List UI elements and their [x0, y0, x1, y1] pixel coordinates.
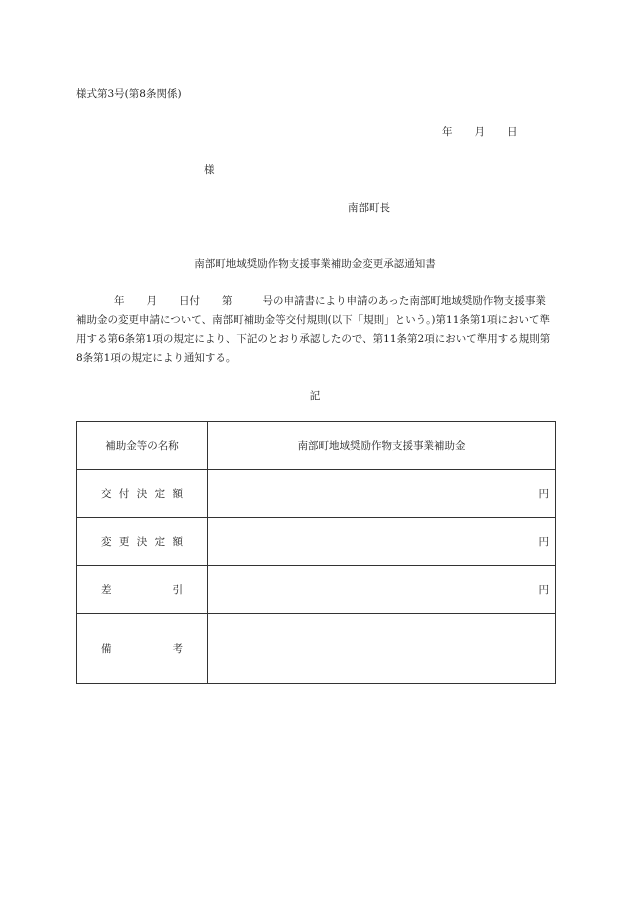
body-dai: 第 [222, 295, 233, 307]
detail-table [76, 421, 556, 684]
label-char: 変 [101, 536, 112, 548]
label-char: 差 [101, 584, 112, 596]
label-char: 決 [136, 488, 148, 500]
value-difference: 円 [208, 566, 556, 614]
body-paragraph [76, 292, 556, 368]
form-number: 様式第3号(第8条関係) [76, 88, 182, 100]
document-title: 南部町地域奨励作物支援事業補助金変更承認通知書 [194, 258, 436, 270]
label-subsidy-name: 補助金等の名称 [77, 422, 208, 470]
body-year: 年 [114, 295, 125, 307]
label-char: 交 [101, 488, 112, 500]
label-changed-amount [77, 518, 208, 566]
label-difference [77, 566, 208, 614]
table-row-subsidy-name [77, 422, 556, 470]
body-day-dated: 日付 [179, 295, 200, 307]
label-grant-amount [77, 470, 208, 518]
body-main-text: 号の申請書により申請のあった南部町地域奨励作物支援事業補助金の変更申請について、南部町補助金等交付規則(以下「規則」という。)第11条第1項において準用する第6条第1項の規定により、下記のとおり承認したので、第11条第2項において準用する規則第8条第1項の規定により通知する。 [76, 295, 551, 364]
body-month: 月 [146, 295, 157, 307]
label-char: 更 [118, 536, 130, 548]
value-remarks [208, 614, 556, 684]
label-char: 引 [172, 584, 183, 596]
addressee-suffix: 様 [204, 164, 215, 176]
ki-heading: 記 [309, 390, 321, 402]
label-char: 備 [101, 643, 112, 655]
label-char: 考 [172, 643, 183, 655]
issuer-name: 南部町長 [348, 202, 390, 214]
date-day-label: 日 [507, 126, 518, 138]
value-subsidy-name: 南部町地域奨励作物支援事業補助金 [208, 422, 556, 470]
table-row-remarks [77, 614, 556, 684]
date-year-label: 年 [442, 126, 453, 138]
value-changed-amount: 円 [208, 518, 556, 566]
label-remarks [77, 614, 208, 684]
value-grant-amount: 円 [208, 470, 556, 518]
label-char: 額 [172, 536, 183, 548]
table-row-difference [77, 566, 556, 614]
table-row-grant-amount [77, 470, 556, 518]
date-month-label: 月 [474, 126, 485, 138]
label-char: 定 [154, 488, 166, 500]
label-char: 定 [154, 536, 166, 548]
label-char: 決 [136, 536, 148, 548]
date-line [442, 124, 518, 139]
label-char: 付 [118, 488, 130, 500]
label-char: 額 [172, 488, 183, 500]
table-row-changed-amount [77, 518, 556, 566]
